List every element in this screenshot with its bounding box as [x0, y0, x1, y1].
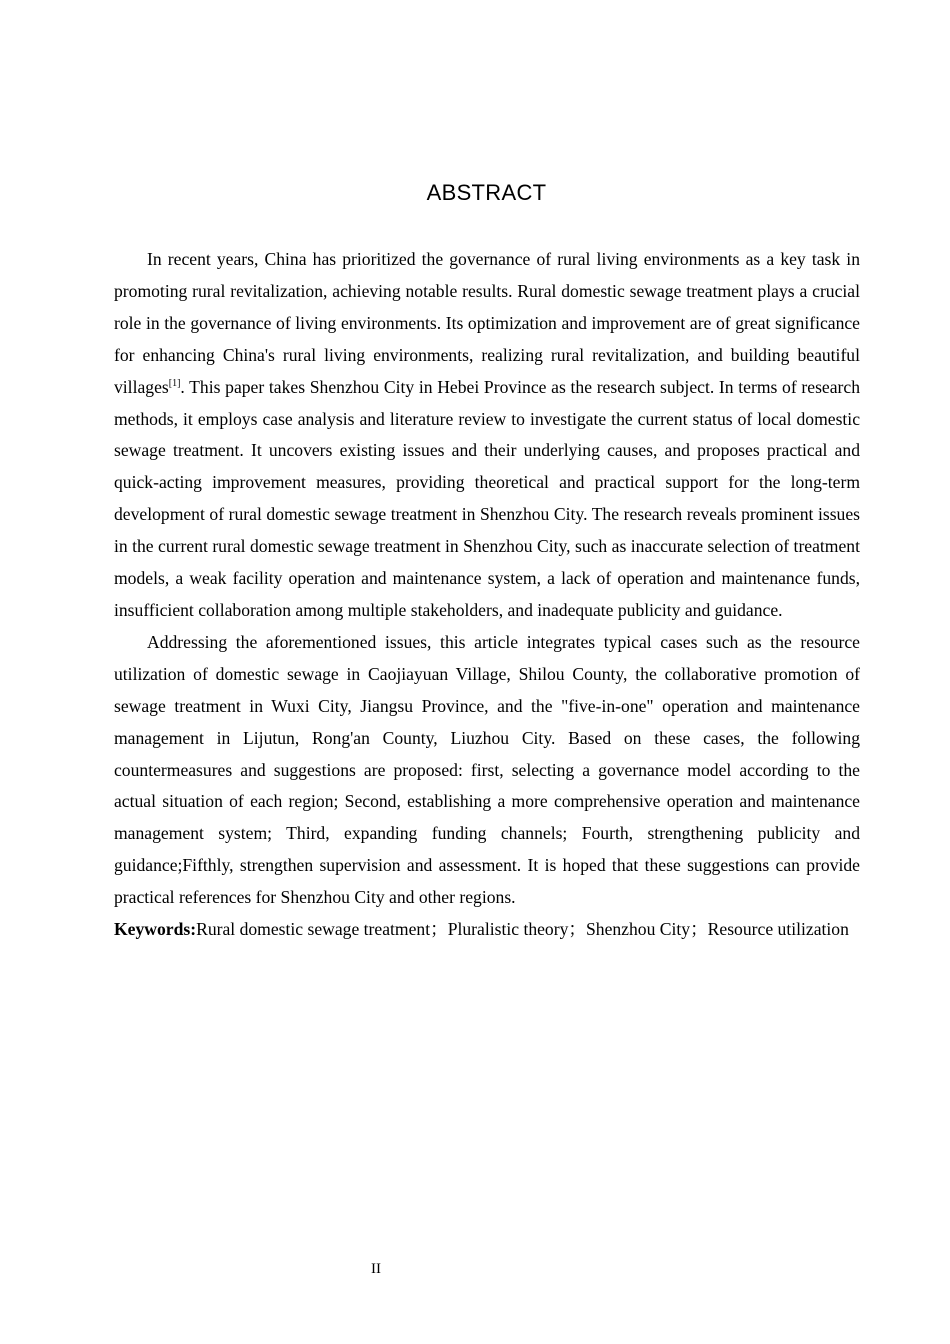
- keywords-label: Keywords:: [114, 919, 197, 940]
- abstract-paragraph-1: [114, 244, 860, 627]
- abstract-title: ABSTRACT: [426, 180, 547, 205]
- keywords-text: Rural domestic sewage treatment；Pluralistic theory；Shenzhou City；Resource utilization: [196, 919, 849, 940]
- abstract-paragraph-2: Addressing the aforementioned issues, this article integrates typical cases such as the resource utilization of domestic sewage in Caojiayuan Village, Shilou County, the collaborative promotion of sewage treatment in Wuxi City, Jiangsu Province, and the "five-in-one" operation and maintenance management in Lijutun, Rong'an County, Liuzhou City. Based on these cases, the following countermeasures and suggestions are proposed: first, selecting a governance model according to the actual situation of each region; Second, establishing a more comprehensive operation and maintenance management system; Third, expanding funding channels; Fourth, strengthening publicity and guidance;Fifthly, strengthen supervision and assessment. It is hoped that these suggestions can provide practical references for Shenzhou City and other regions.: [114, 631, 860, 908]
- citation-marker: [1]: [168, 377, 181, 389]
- paragraph-1-text-b: . This paper takes Shenzhou City in Hebei Province as the research subject. In terms of research methods, it employs case analysis and literature review to investigate the current status of local domestic sewage treatment. It uncovers existing issues and their underlying causes, and proposes practical and quick-acting improvement measures, providing theoretical and practical support for the long-term development of rural domestic sewage treatment in Shenzhou City. The research reveals prominent issues in the current rural domestic sewage treatment in Shenzhou City, such as inaccurate selection of treatment models, a weak facility operation and maintenance system, a lack of operation and maintenance funds, insufficient collaboration among multiple stakeholders, and inadequate publicity and guidance.: [114, 376, 860, 620]
- abstract-body: [114, 244, 860, 946]
- page-number: II: [371, 1261, 381, 1277]
- paragraph-1-text-a: In recent years, China has prioritized the governance of rural living environments as a key task in promoting rural revitalization, achieving notable results. Rural domestic sewage treatment plays a crucial role in the governance of living environments. Its optimization and improvement are of great significance for enhancing China's rural living environments, realizing rural revitalization, and building beautiful villages: [114, 249, 860, 397]
- keywords-line: [114, 914, 860, 946]
